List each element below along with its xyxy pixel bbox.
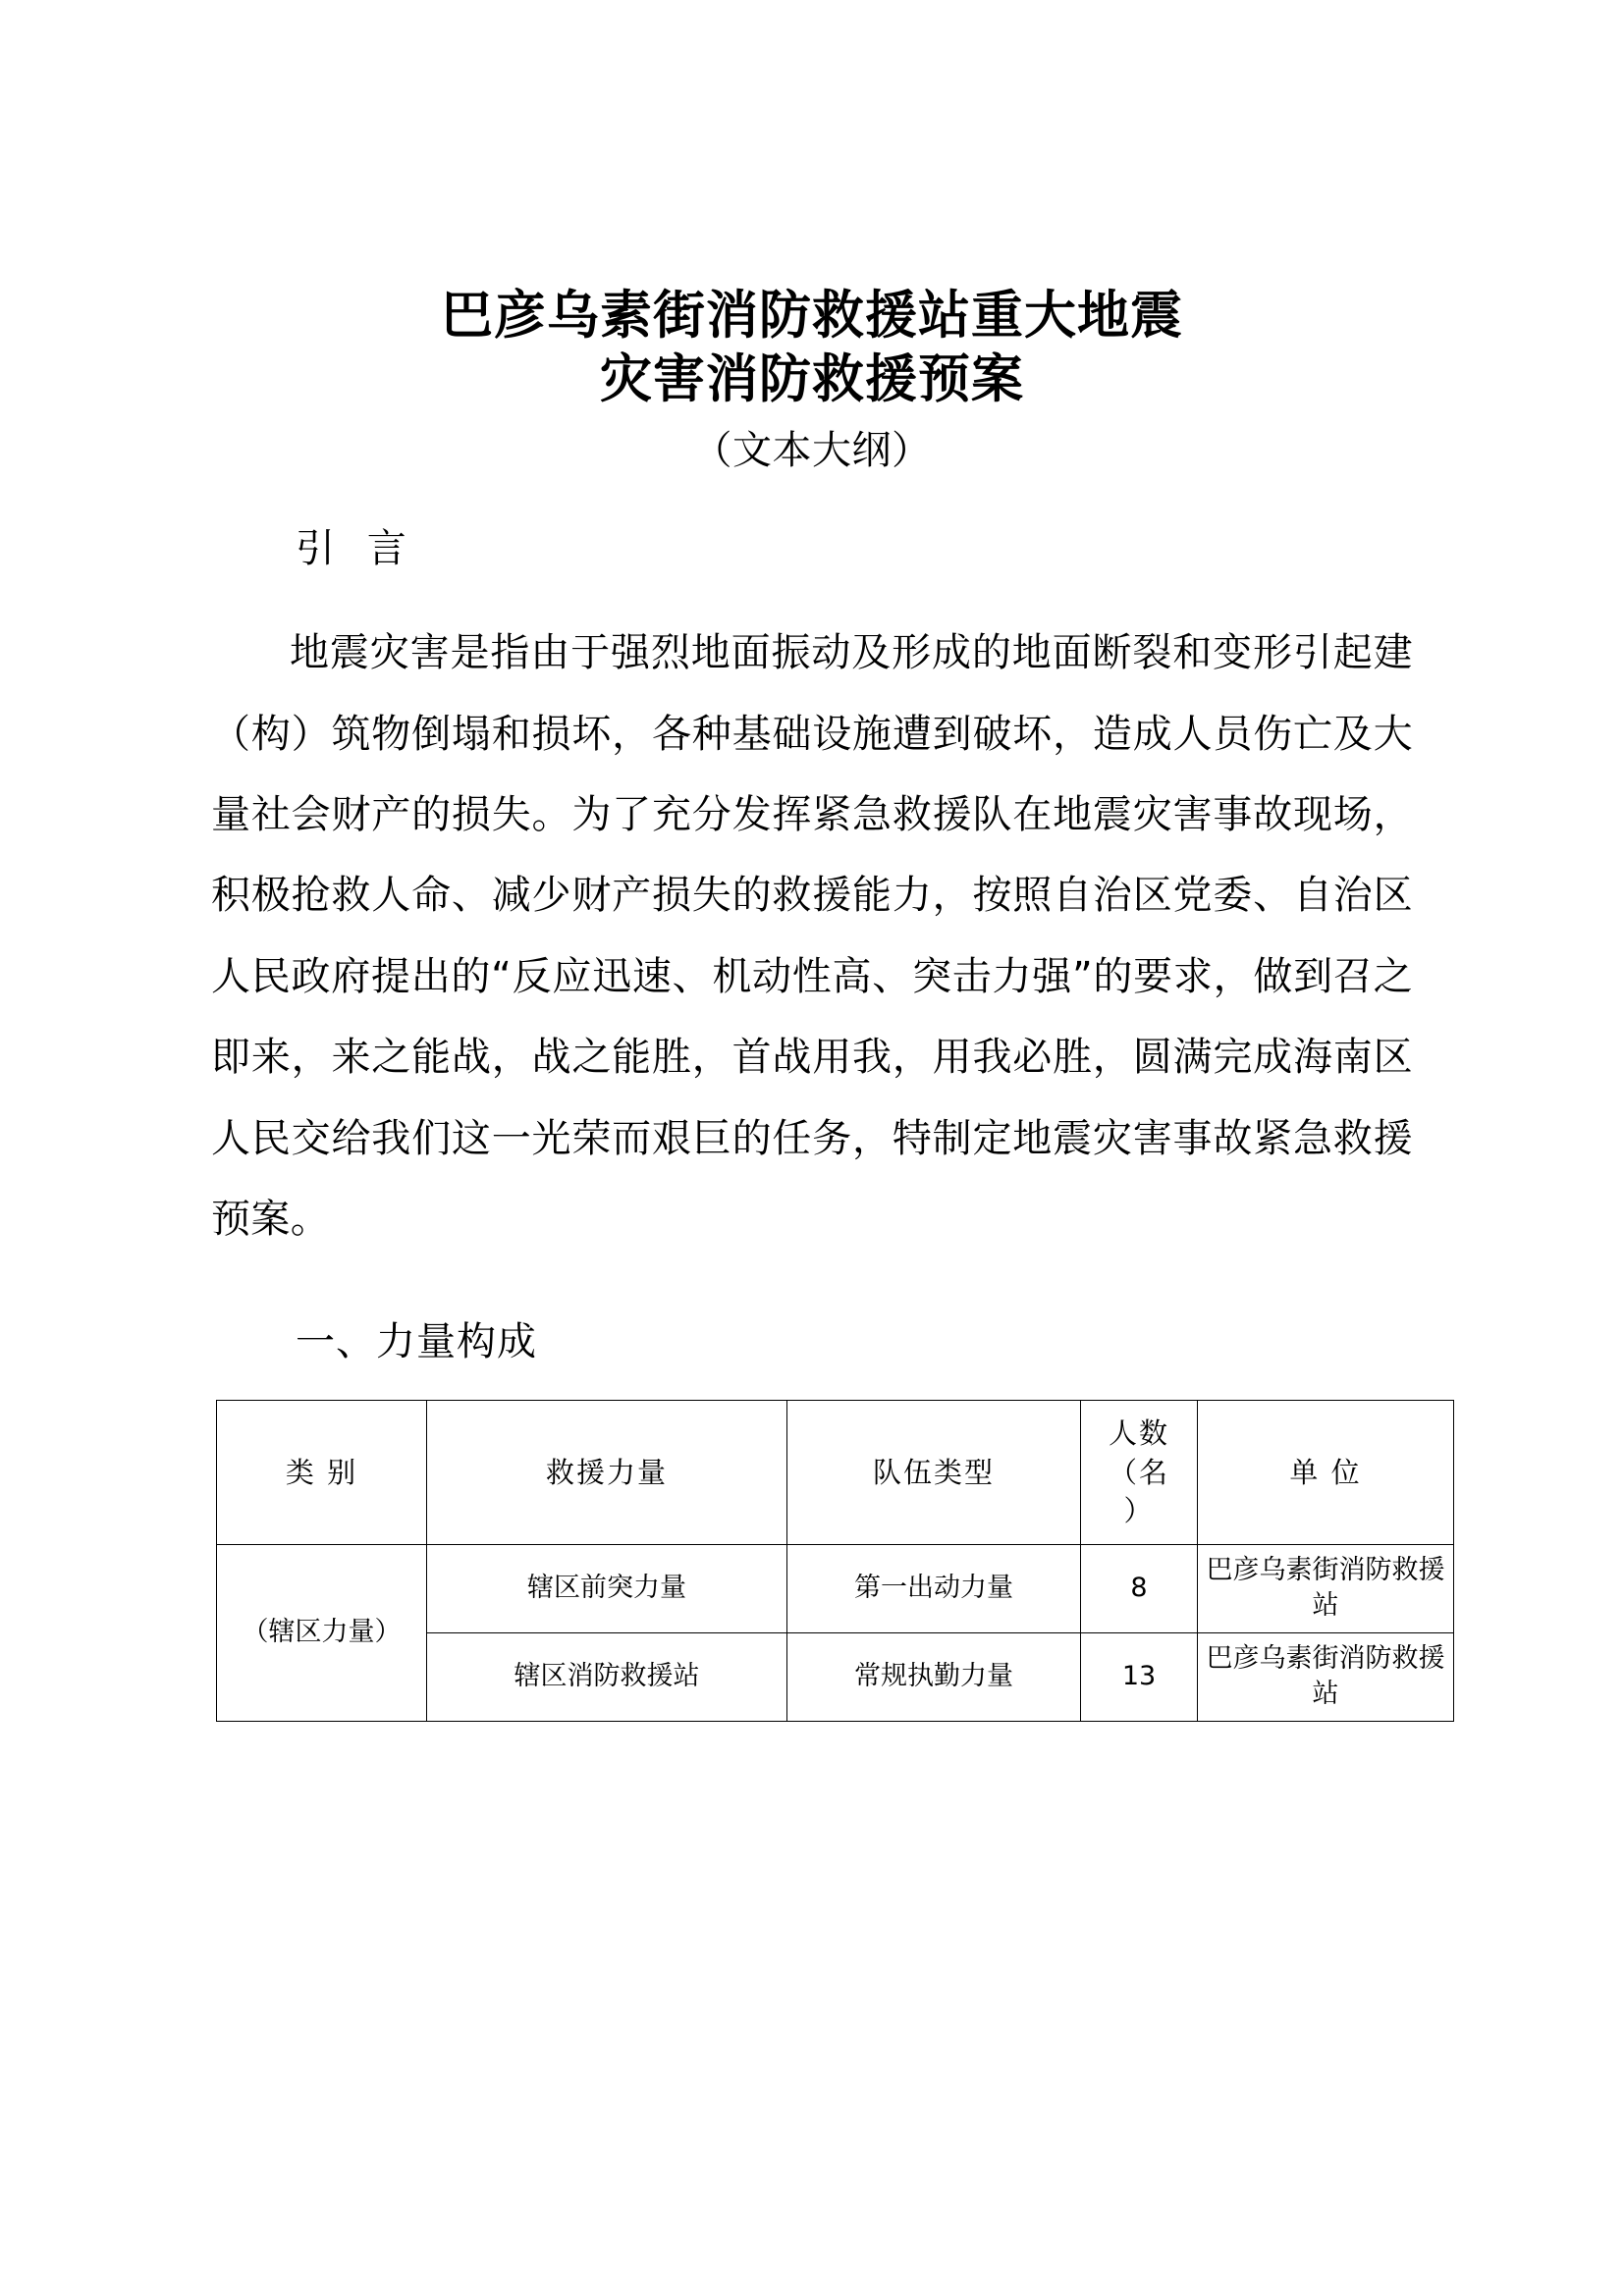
- page-subtitle: （文本大纲）: [692, 428, 932, 474]
- page-title-line-2: 灾害消防救援预案: [600, 348, 1024, 409]
- table-header-count-line-3: ）: [1123, 1493, 1155, 1527]
- table-cell-count: 8: [1081, 1544, 1198, 1632]
- table-header-category: 类 别: [217, 1401, 427, 1544]
- table-header-force: 救援力量: [427, 1401, 787, 1544]
- table-cell-type: 常规执勤力量: [787, 1632, 1081, 1721]
- table-header-unit: 单 位: [1198, 1401, 1454, 1544]
- table-cell-category: （辖区力量）: [217, 1544, 427, 1721]
- force-composition-table: [216, 1400, 1454, 1721]
- table-cell-count: 13: [1081, 1632, 1198, 1721]
- table-header-count-line-1: 人数: [1108, 1416, 1169, 1451]
- page-title-line-1: 巴彦乌素街消防救援站重大地震: [441, 286, 1183, 346]
- page-title: [211, 285, 1413, 411]
- table-cell-force: 辖区前突力量: [427, 1544, 787, 1632]
- table-header-type: 队伍类型: [787, 1401, 1081, 1544]
- heading-force-composition: 一、力量构成: [296, 1319, 537, 1365]
- table-cell-type: 第一出动力量: [787, 1544, 1081, 1632]
- table-header-row: [217, 1401, 1454, 1544]
- table-header-count-line-2: （名: [1108, 1455, 1169, 1489]
- title-block: [211, 0, 1413, 474]
- table-cell-force: 辖区消防救援站: [427, 1632, 787, 1721]
- intro-paragraph: 地震灾害是指由于强烈地面振动及形成的地面断裂和变形引起建（构）筑物倒塌和损坏，各种基础设施遭到破坏，造成人员伤亡及大量社会财产的损失。为了充分发挥紧急救援队在地震灾害事故现场，积极抢救人命、减少财产损失的救援能力，按照自治区党委、自治区人民政府提出的“反应迅速、机动性高、突击力强”的要求，做到召之即来，来之能战，战之能胜，首战用我，用我必胜，圆满完成海南区人民交给我们这一光荣而艰巨的任务，特制定地震灾害事故紧急救援预案。: [211, 630, 1413, 1243]
- table-cell-unit: 巴彦乌素街消防救援站: [1198, 1544, 1454, 1632]
- section-heading-intro: 引 言: [296, 526, 416, 572]
- table-row: [217, 1544, 1454, 1632]
- table-cell-unit: 巴彦乌素街消防救援站: [1198, 1632, 1454, 1721]
- table-header-count: [1081, 1401, 1198, 1544]
